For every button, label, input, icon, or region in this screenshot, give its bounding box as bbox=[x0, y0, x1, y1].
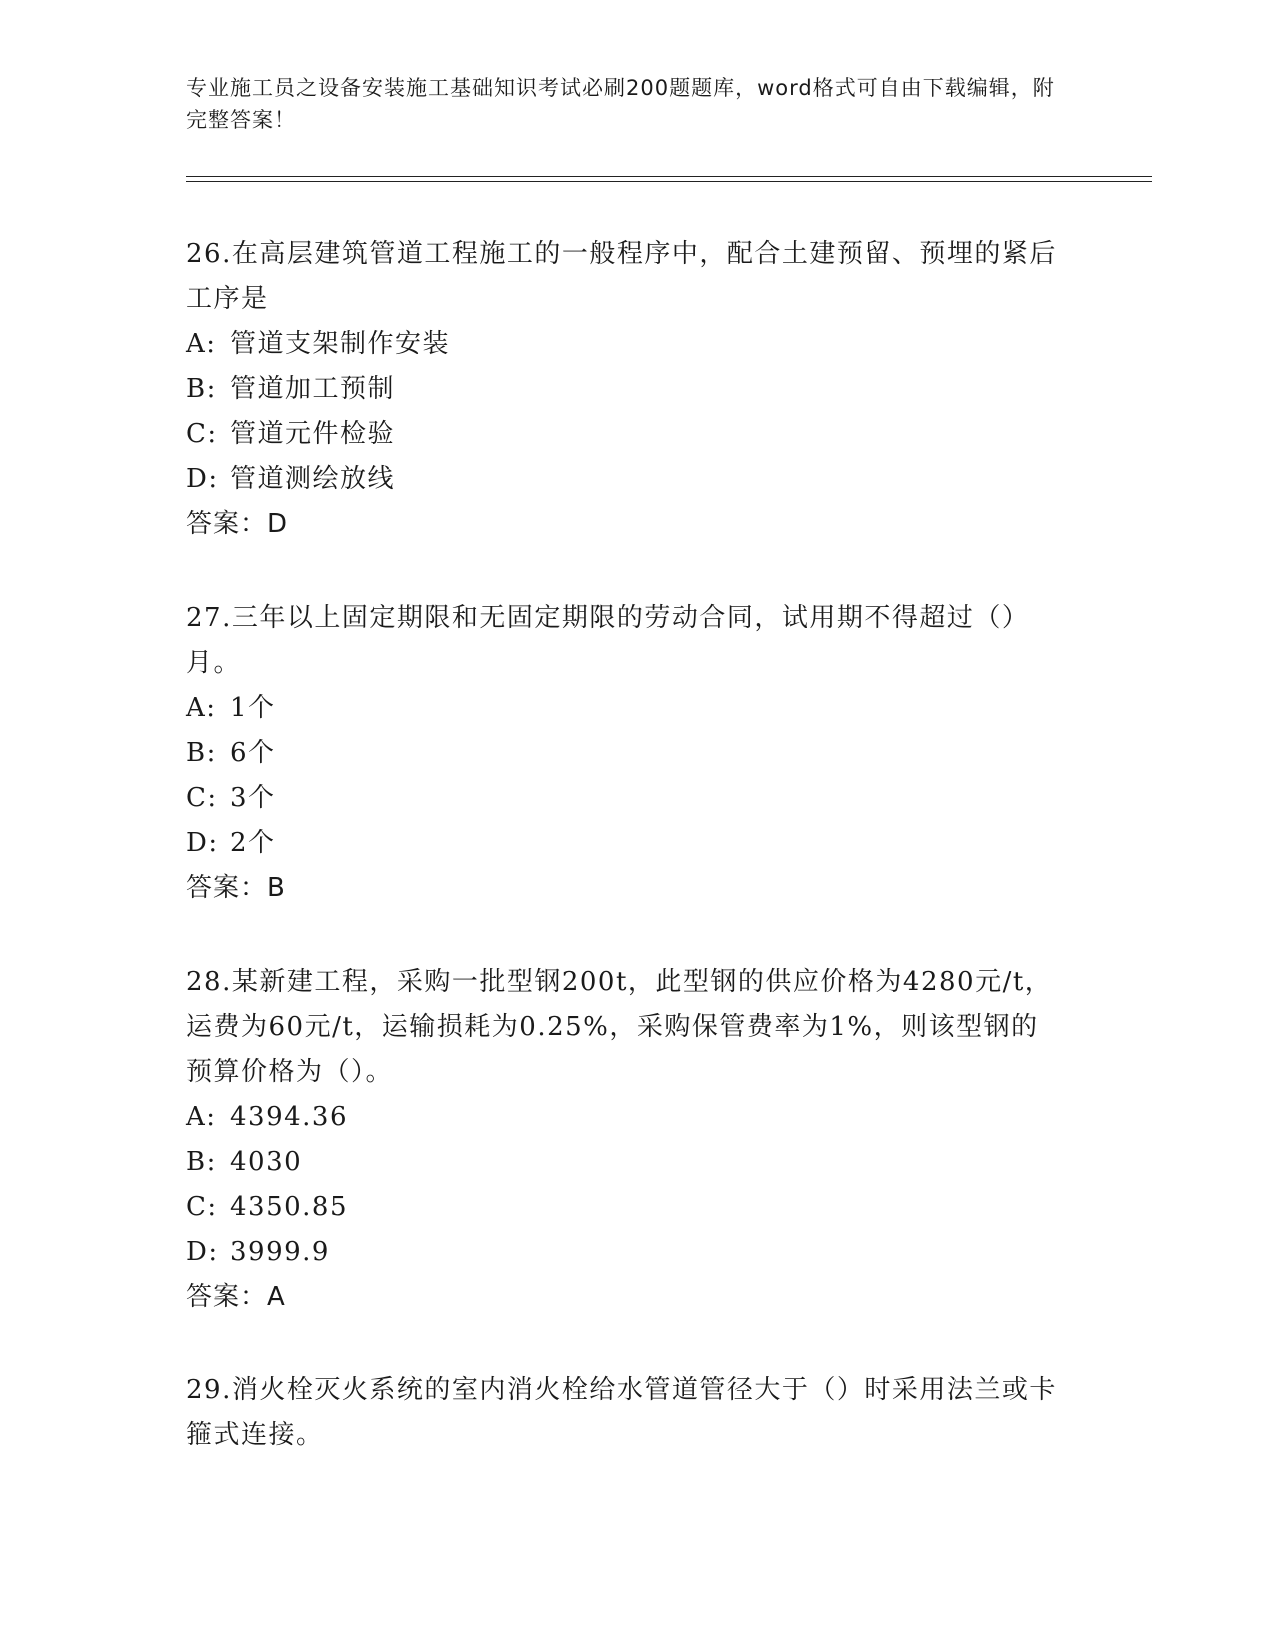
option-text: 管道加工预制 bbox=[230, 374, 396, 404]
answer-line: 答案：A bbox=[186, 1282, 286, 1312]
option-text: 3个 bbox=[230, 783, 276, 813]
option-text: 6个 bbox=[230, 738, 276, 768]
header-divider-top bbox=[186, 176, 1152, 177]
question-27 bbox=[186, 596, 1066, 911]
option-letter: D: bbox=[186, 464, 219, 494]
option-a bbox=[186, 322, 1066, 367]
option-a bbox=[186, 686, 1066, 731]
answer-line: 答案：D bbox=[186, 509, 289, 539]
question-stem: 26.在高层建筑管道工程施工的一般程序中，配合土建预留、预埋的紧后工序是 bbox=[186, 239, 1057, 314]
option-letter: D: bbox=[186, 828, 219, 858]
option-text: 3999.9 bbox=[230, 1237, 330, 1267]
option-text: 管道元件检验 bbox=[230, 419, 396, 449]
option-text: 4394.36 bbox=[230, 1102, 349, 1132]
option-letter: B: bbox=[186, 738, 217, 768]
question-stem: 28.某新建工程，采购一批型钢200t，此型钢的供应价格为4280元/t，运费为60元/t，运输损耗为0.25%，采购保管费率为1%，则该型钢的预算价格为（）。 bbox=[186, 967, 1053, 1087]
option-text: 2个 bbox=[230, 828, 276, 858]
answer-line: 答案：B bbox=[186, 873, 286, 903]
option-text: 4350.85 bbox=[230, 1192, 349, 1222]
option-c bbox=[186, 776, 1066, 821]
option-c bbox=[186, 1185, 1066, 1230]
header-divider-bottom bbox=[186, 181, 1152, 182]
option-a bbox=[186, 1095, 1066, 1140]
option-letter: C: bbox=[186, 419, 218, 449]
document-header-title: 专业施工员之设备安装施工基础知识考试必刷200题题库，word格式可自由下载编辑，附完整答案！ bbox=[186, 76, 1055, 132]
option-c bbox=[186, 412, 1066, 457]
option-letter: A: bbox=[186, 1102, 217, 1132]
option-text: 管道测绘放线 bbox=[230, 464, 396, 494]
option-letter: C: bbox=[186, 1192, 218, 1222]
option-letter: C: bbox=[186, 783, 218, 813]
option-b bbox=[186, 731, 1066, 776]
option-b bbox=[186, 367, 1066, 412]
question-stem: 29.消火栓灭火系统的室内消火栓给水管道管径大于（）时采用法兰或卡箍式连接。 bbox=[186, 1375, 1057, 1450]
option-letter: A: bbox=[186, 329, 217, 359]
option-letter: B: bbox=[186, 374, 217, 404]
question-stem: 27.三年以上固定期限和无固定期限的劳动合同，试用期不得超过（）月。 bbox=[186, 603, 1030, 678]
option-d bbox=[186, 821, 1066, 866]
option-letter: D: bbox=[186, 1237, 219, 1267]
question-28 bbox=[186, 960, 1066, 1320]
option-b bbox=[186, 1140, 1066, 1185]
option-letter: B: bbox=[186, 1147, 217, 1177]
option-d bbox=[186, 1230, 1066, 1275]
option-letter: A: bbox=[186, 693, 217, 723]
option-d bbox=[186, 457, 1066, 502]
question-26 bbox=[186, 232, 1066, 547]
question-29 bbox=[186, 1368, 1066, 1458]
option-text: 1个 bbox=[230, 693, 276, 723]
option-text: 管道支架制作安装 bbox=[230, 329, 451, 359]
option-text: 4030 bbox=[230, 1147, 303, 1177]
